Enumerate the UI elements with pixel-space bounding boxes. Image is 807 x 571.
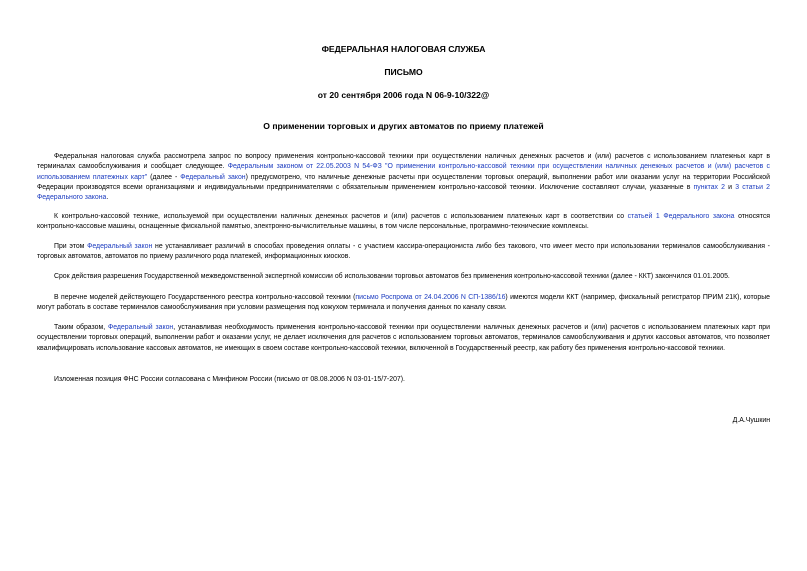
paragraph-1 [37,152,770,203]
paragraph-6 [37,323,770,354]
document-type: ПИСЬМО [384,67,423,77]
article-2-clause-3-link[interactable]: 3 статьи 2 Федерального закона [37,183,770,202]
paragraph-text: ) предусмотрено, что наличные денежные расчеты при осуществлении торговых операций, выполнении работ или оказании услуг на территории Российской Федерации производятся всеми организациями и индивидуальными предпринимателями с обязательным применением контрольно-кассовой техники. Исключение составляют случаи, указанные в [37,173,770,191]
organization-name: ФЕДЕРАЛЬНАЯ НАЛОГОВАЯ СЛУЖБА [321,44,486,54]
paragraph-text: Срок действия разрешения Государственной межведомственной экспертной комиссии об использовании торговых автоматов без применения контрольно-кассовой техники (далее - ККТ) закончился 01.01.2005. [54,273,730,280]
signature: Д.А.Чушкин [732,417,770,424]
federal-law-link[interactable]: Федеральный закон [107,324,174,331]
article-1-link[interactable]: статьей 1 Федерального закона [627,213,735,220]
paragraph-text: относятся контрольно-кассовые машины, оснащенные фискальной памятью, электронно-вычислительные машины, в том числе персональные, программно-технические комплексы. [37,213,771,231]
paragraph-7 [37,375,770,385]
federal-law-link[interactable]: Федеральный закон [87,243,153,250]
paragraph-text: В перечне моделей действующего Государственного реестра контрольно-кассовой техники ( [54,294,356,301]
paragraph-text: (далее - [147,173,181,181]
paragraph-2 [37,212,770,233]
law-54fz-link[interactable]: Федеральным законом от 22.05.2003 N 54-ФЗ "О применении контрольно-кассовой техники при осуществлении наличных денежных расчетов и (или) расчетов с использованием платежных карт" [37,163,770,181]
paragraph-text: , устанавливая необходимость применения контрольно-кассовой техники при осуществлении наличных денежных расчетов и (или) расчетов с использованием платежных карт при осуществлении торговых операций, выполнении работ и оказании услуг, не делает исключения для расчетов с использованием торговых автоматов, терминалов самообслуживания и других кассовых автоматов, что позволяет квалифицировать использование кассовых автоматов, не имеющих в своем составе контрольно-кассовой техники, включенной в Государственный реестр, как работу без применения контрольно-кассовой техники. [37,324,770,352]
paragraph-text: и [724,183,736,191]
paragraph-text: не устанавливает различий в способах проведения оплаты - с участием кассира-операциониста либо без такового, что имеет место при использовании терминалов самообслуживания - торговых автоматов, автоматов по приему различного рода платежей, информационных киосков. [37,243,770,261]
paragraph-text: Федеральная налоговая служба рассмотрела запрос по вопросу применения контрольно-кассовой техники при осуществлении наличных денежных расчетов и (или) расчетов с использованием платежных карт в терминалах самообслуживания и сообщает следующее. [37,153,770,171]
paragraph-text: При этом [54,243,88,250]
paragraph-text: . [106,194,109,202]
document-title: О применении торговых и других автоматов по приему платежей [263,121,544,131]
federal-law-link[interactable]: Федеральный закон [180,173,246,181]
paragraph-5 [37,293,770,314]
paragraph-text: ) имеются модели ККТ (например, фискальный регистратор ПРИМ 21К), которые могут работать в составе терминалов самообслуживания при условии размещения под кожухом терминала и получения данных по каналу связи. [37,294,770,312]
paragraph-4 [37,272,770,282]
paragraph-text: Таким образом, [54,324,108,331]
rosprom-letter-link[interactable]: письмо Роспрома от 24.04.2006 N СП-1386/16 [355,294,506,301]
paragraph-text: Изложенная позиция ФНС России согласована с Минфином России (письмо от 08.08.2006 N 03-01-15/7-207). [54,376,405,383]
paragraph-3 [37,242,770,263]
clause-2-link[interactable]: пунктах 2 [693,183,725,191]
paragraph-text: К контрольно-кассовой технике, используемой при осуществлении наличных денежных расчетов и (или) расчетов с использованием платежных карт в соответствии со [54,213,628,220]
document-date-number: от 20 сентября 2006 года N 06-9-10/322@ [317,90,490,100]
